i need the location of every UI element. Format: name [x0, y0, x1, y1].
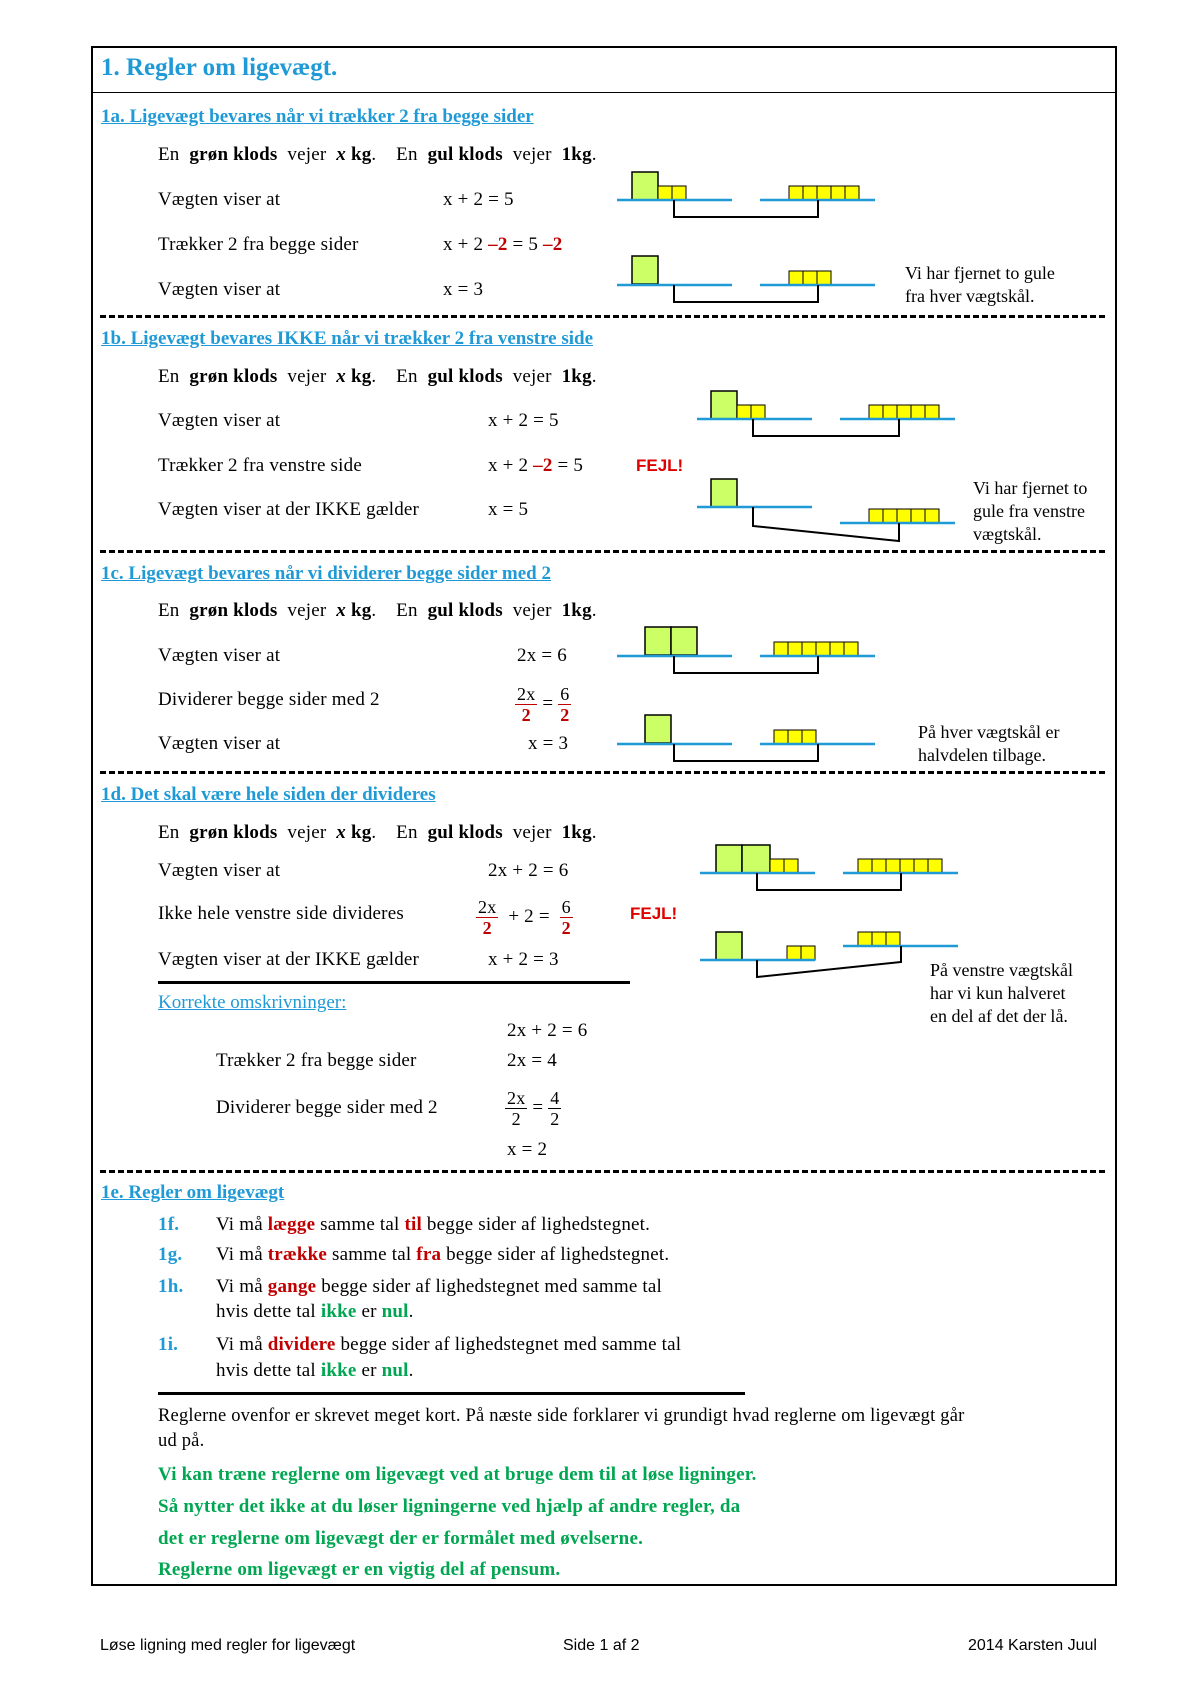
equation: x + 2 –2 = 5	[488, 455, 584, 476]
section-divider	[100, 550, 1105, 553]
row-label: Trækker 2 fra venstre side	[158, 455, 362, 476]
weights-line-1a: En grøn klods vejer x kg. En gul klods vejer 1kg.	[158, 144, 597, 165]
fraction-equation: $\frac{2x}{2}$ + 2 = $\frac{6}{2}$	[478, 897, 571, 938]
row-label: Vægten viser at	[158, 860, 281, 881]
equation: x = 3	[528, 733, 569, 754]
green-note: det er reglerne om ligevægt der er formålet med øvelserne.	[158, 1528, 644, 1549]
green-note: Så nytter det ikke at du løser ligningerne ved hjælp af andre regler, da	[158, 1496, 741, 1517]
weights-line-1b: En grøn klods vejer x kg. En gul klods vejer 1kg.	[158, 366, 597, 387]
row-label: Vægten viser at der IKKE gælder	[158, 499, 420, 520]
divider	[158, 981, 630, 984]
row-label: Vægten viser at der IKKE gælder	[158, 949, 420, 970]
paragraph-cont: ud på.	[158, 1431, 205, 1451]
scale-1c-after	[617, 715, 875, 761]
row-label: Ikke hele venstre side divideres	[158, 903, 404, 924]
row-label: Dividerer begge sider med 2	[158, 689, 380, 710]
page-title: 1. Regler om ligevægt.	[101, 54, 338, 81]
row-label: Vægten viser at	[158, 189, 281, 210]
row-label: Vægten viser at	[158, 410, 281, 431]
equation: 2x + 2 = 6	[488, 860, 569, 881]
correct-rewrites-link[interactable]: Korrekte omskrivninger:	[158, 992, 347, 1013]
note-1b: Vi har fjernet to gule fra venstre vægtskål.	[973, 478, 1088, 544]
scale-1b-after	[697, 479, 955, 541]
equation: x + 2 = 3	[488, 949, 559, 970]
scale-1d-after	[700, 932, 958, 977]
row-label: Vægten viser at	[158, 733, 281, 754]
row-label: Trækker 2 fra begge sider	[158, 234, 359, 255]
equation: 2x = 6	[517, 645, 567, 666]
rule-1h: 1h. Vi må gange begge sider af lighedstegnet med samme tal	[158, 1276, 663, 1297]
equation: 2x + 2 = 6	[507, 1020, 588, 1041]
section-1b-heading: 1b. Ligevægt bevares IKKE når vi trækker 2 fra venstre side	[101, 328, 594, 349]
weights-line-1d: En grøn klods vejer x kg. En gul klods vejer 1kg.	[158, 822, 597, 843]
paragraph: Reglerne ovenfor er skrevet meget kort. På næste side forklarer vi grundigt hvad reglerne om ligevægt går	[158, 1406, 965, 1426]
green-note: Vi kan træne reglerne om ligevægt ved at bruge dem til at løse ligninger.	[158, 1464, 757, 1485]
rule-1g: 1g. Vi må trække samme tal fra begge sider af lighedstegnet.	[158, 1244, 670, 1265]
green-note: Reglerne om ligevægt er en vigtig del af pensum.	[158, 1559, 561, 1580]
rule-1h-condition: hvis dette tal ikke er nul.	[216, 1301, 414, 1322]
equation: x + 2 –2 = 5 –2	[443, 234, 563, 255]
row-label: Vægten viser at	[158, 279, 281, 300]
equation: x = 5	[488, 499, 529, 520]
scale-1b-before	[697, 391, 955, 436]
section-1c-heading: 1c. Ligevægt bevares når vi dividerer begge sider med 2	[101, 563, 551, 584]
row-label: Trækker 2 fra begge sider	[216, 1050, 417, 1071]
divider	[158, 1392, 745, 1395]
footer-page-number: Side 1 af 2	[563, 1637, 640, 1654]
note-1d: På venstre vægtskål har vi kun halveret en del af det der lå.	[930, 960, 1073, 1026]
rule-1i-condition: hvis dette tal ikke er nul.	[216, 1360, 414, 1381]
note-1c: På hver vægtskål er halvdelen tilbage.	[918, 722, 1060, 765]
scale-1d-before	[700, 845, 958, 890]
section-divider	[100, 315, 1105, 318]
equation: x + 2 = 5	[443, 189, 514, 210]
section-1d-heading: 1d. Det skal være hele siden der divideres	[101, 784, 436, 805]
note-1a: Vi har fjernet to gule fra hver vægtskål.	[905, 263, 1055, 306]
section-divider	[100, 771, 1105, 774]
section-1a-heading: 1a. Ligevægt bevares når vi trækker 2 fra begge sider	[101, 106, 534, 127]
scale-1a-after	[617, 256, 875, 302]
equation: 2x = 4	[507, 1050, 557, 1071]
fraction-equation: $\frac{2x}{2}$ = $\frac{4}{2}$	[507, 1088, 560, 1129]
scale-1c-before	[617, 627, 875, 673]
equation: x = 2	[507, 1139, 548, 1160]
row-label: Vægten viser at	[158, 645, 281, 666]
equation: x + 2 = 5	[488, 410, 559, 431]
error-label: FEJL!	[630, 904, 678, 923]
row-label: Dividerer begge sider med 2	[216, 1097, 438, 1118]
rule-1i: 1i. Vi må dividere begge sider af lighedstegnet med samme tal	[158, 1334, 682, 1355]
footer-right: 2014 Karsten Juul	[968, 1637, 1097, 1654]
footer-left: Løse ligning med regler for ligevægt	[100, 1637, 356, 1654]
section-divider	[100, 1170, 1105, 1173]
scale-1a-before	[617, 172, 875, 217]
rule-1f: 1f. Vi må lægge samme tal til begge sider af lighedstegnet.	[158, 1214, 651, 1235]
section-1e-heading: 1e. Regler om ligevægt	[101, 1182, 285, 1203]
error-label: FEJL!	[636, 456, 684, 475]
weights-line-1c: En grøn klods vejer x kg. En gul klods vejer 1kg.	[158, 600, 597, 621]
equation: x = 3	[443, 279, 484, 300]
fraction-equation: $\frac{2x}{2}$ = $\frac{6}{2}$	[517, 684, 570, 725]
